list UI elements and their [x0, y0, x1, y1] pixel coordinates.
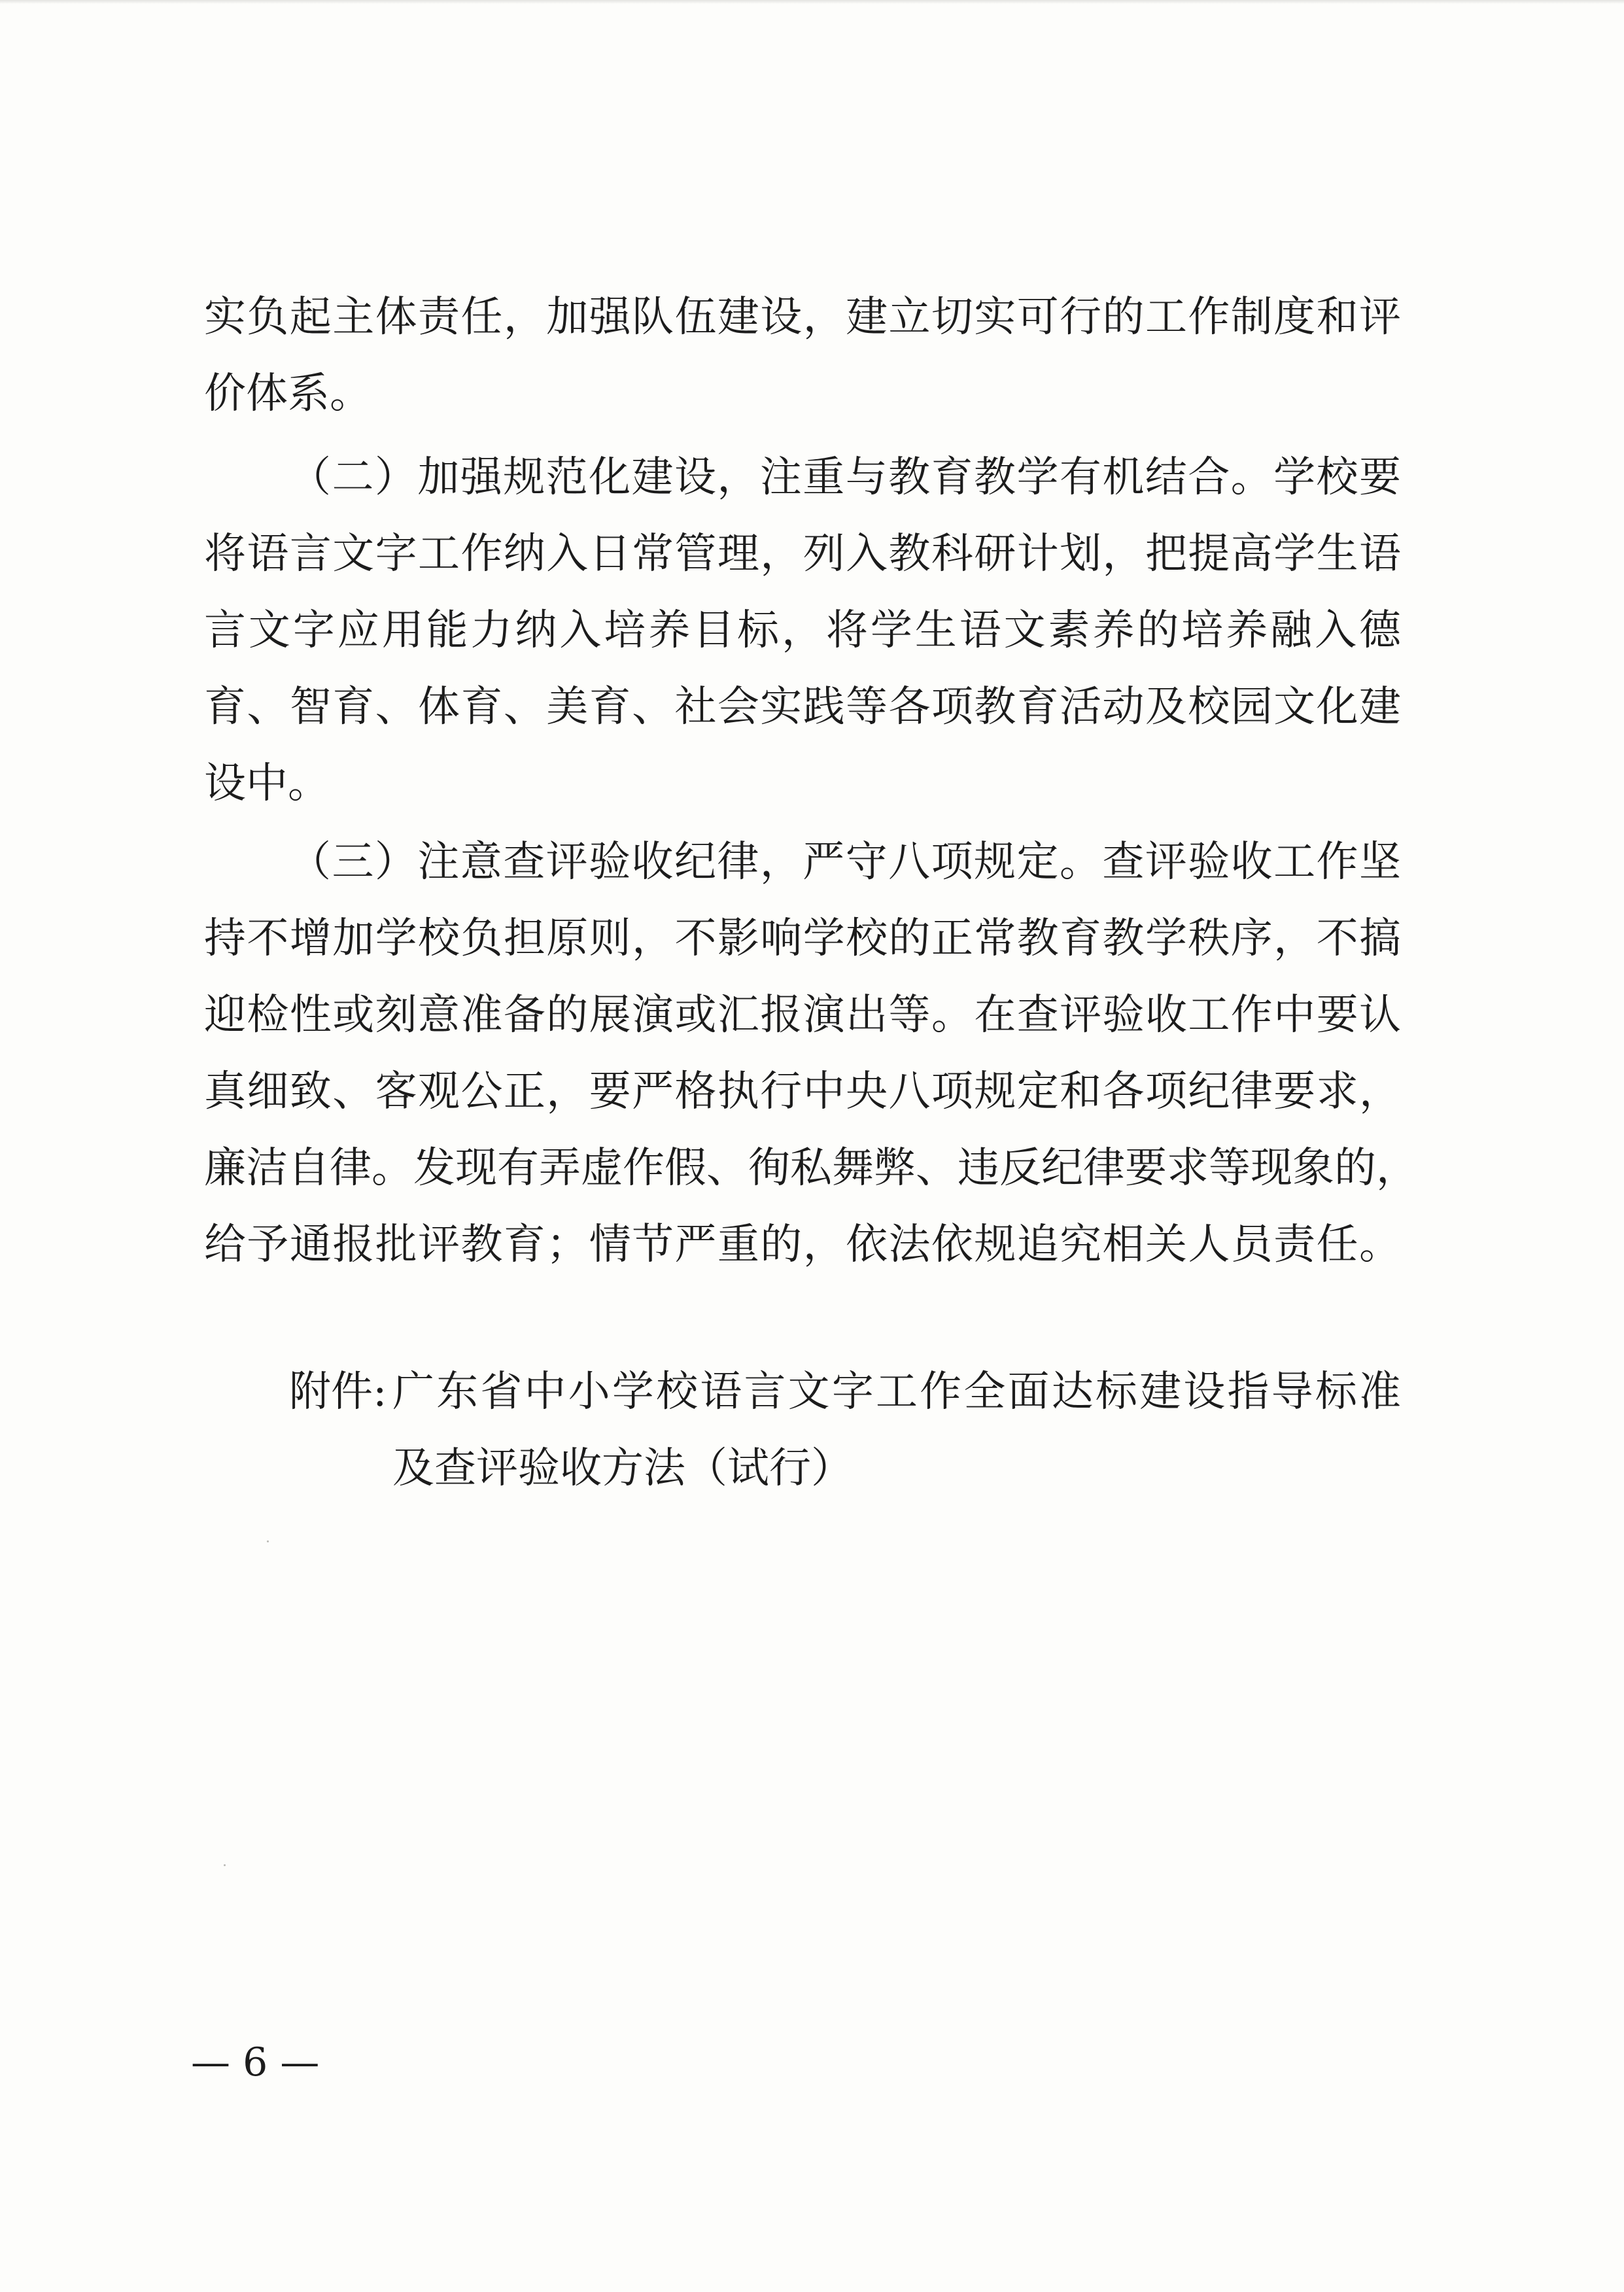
body-line-10: 迎检性或刻意准备的展演或汇报演出等。在查评验收工作中要认 [204, 991, 1401, 1039]
page-number: — 6 — [191, 2040, 320, 2085]
scan-speck [224, 1864, 226, 1866]
body-line-6: 育、智育、体育、美育、社会实践等各项教育活动及校园文化建 [204, 683, 1401, 731]
scan-speck [267, 1540, 269, 1542]
body-line-5: 言文字应用能力纳入培养目标，将学生语文素养的培养融入德 [204, 606, 1401, 655]
attachment-label: 附件: [289, 1368, 387, 1416]
body-line-4: 将语言文字工作纳入日常管理，列入教科研计划，把提高学生语 [204, 530, 1401, 578]
attachment-title-line-2: 及查评验收方法（试行） [392, 1444, 853, 1493]
body-line-8: （三）注意查评验收纪律，严守八项规定。查评验收工作坚 [289, 838, 1401, 886]
body-line-12: 廉洁自律。发现有弄虚作假、徇私舞弊、违反纪律要求等现象的， [204, 1144, 1418, 1192]
body-line-1: 实负起主体责任，加强队伍建设，建立切实可行的工作制度和评 [204, 293, 1401, 341]
body-line-9: 持不增加学校负担原则，不影响学校的正常教育教学秩序，不搞 [204, 914, 1401, 963]
body-line-7: 设中。 [204, 759, 330, 808]
attachment-title-line-1: 广东省中小学校语言文字工作全面达标建设指导标准 [392, 1368, 1401, 1416]
scan-edge [0, 0, 1624, 4]
body-line-13: 给予通报批评教育；情节严重的，依法依规追究相关人员责任。 [204, 1221, 1401, 1269]
body-line-11: 真细致、客观公正，要严格执行中央八项规定和各项纪律要求， [204, 1068, 1401, 1116]
body-line-2: 价体系。 [204, 370, 371, 418]
body-line-3: （二）加强规范化建设，注重与教育教学有机结合。学校要 [289, 453, 1401, 502]
